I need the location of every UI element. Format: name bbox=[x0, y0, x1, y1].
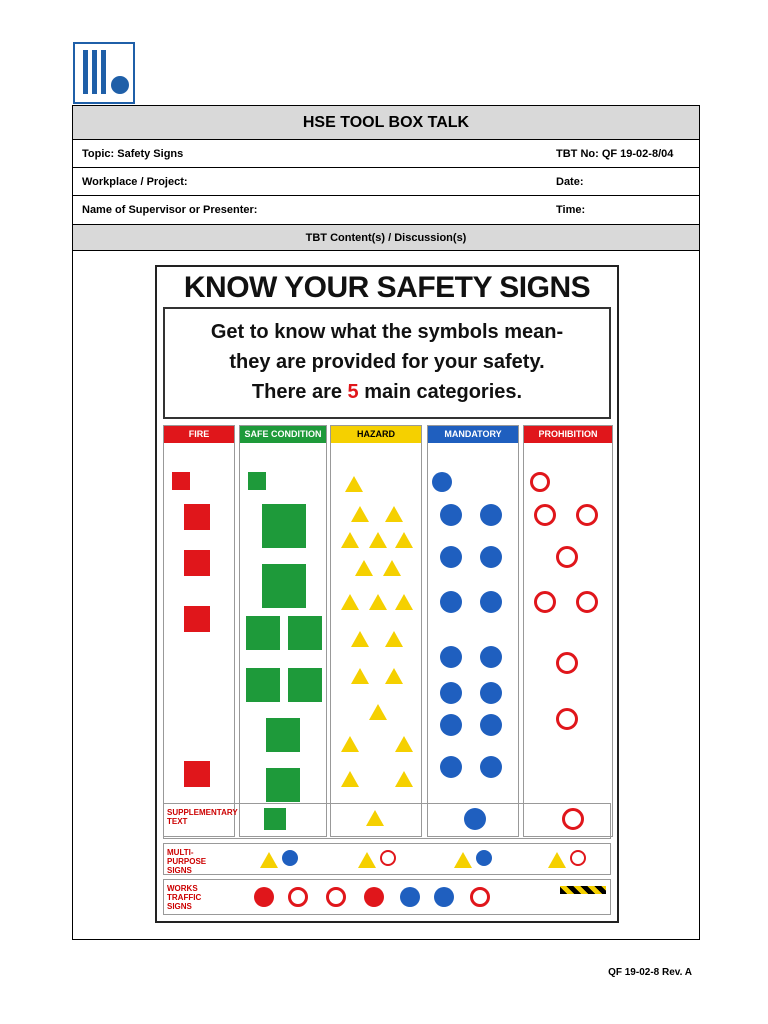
hazard-drop-icon bbox=[395, 771, 413, 787]
hazard-overhead-icon bbox=[395, 594, 413, 610]
multi-sign-1-icon bbox=[260, 852, 278, 868]
supp-warning-icon bbox=[366, 810, 384, 826]
multi-sign-2-icon bbox=[282, 850, 298, 866]
read-manual-icon bbox=[440, 682, 462, 704]
arrow-left-icon bbox=[262, 564, 306, 608]
danger-stripe-icon bbox=[560, 886, 606, 894]
hazard-triangle-icon bbox=[345, 476, 363, 492]
harness-icon bbox=[480, 682, 502, 704]
hazard-hot-surface-icon bbox=[341, 771, 359, 787]
hazard-flammable-icon bbox=[385, 506, 403, 522]
eye-protection-icon bbox=[440, 504, 462, 526]
speed-limit-icon bbox=[288, 887, 308, 907]
column-hazard bbox=[330, 425, 422, 837]
shower-icon bbox=[288, 668, 322, 702]
fire-point-icon bbox=[184, 761, 210, 787]
poster-line-3-a: There are bbox=[251, 381, 342, 403]
multi-purpose-signs-band bbox=[163, 843, 611, 875]
hazard-laser-icon bbox=[369, 594, 387, 610]
column-fire-equipment bbox=[163, 425, 238, 837]
content-header: TBT Content(s) / Discussion(s) bbox=[73, 225, 699, 251]
hazard-radiation-icon bbox=[383, 560, 401, 576]
poster-line-1: Get to know what the symbols mean- bbox=[210, 321, 564, 343]
date-label: Date: bbox=[556, 176, 584, 188]
multi-sign-7-icon bbox=[548, 852, 566, 868]
hazard-explosive-icon bbox=[341, 594, 359, 610]
column-safe-condition-header: SAFE CONDITION bbox=[240, 426, 326, 443]
hazard-uneven-icon bbox=[369, 704, 387, 720]
works-traffic-signs-label: WORKS TRAFFIC SIGNS bbox=[167, 884, 202, 911]
guard-icon bbox=[480, 756, 502, 778]
workplace-row bbox=[73, 168, 699, 196]
emergency-phone-icon bbox=[288, 616, 322, 650]
stretcher-icon bbox=[266, 718, 300, 752]
foot-protection-icon bbox=[480, 546, 502, 568]
general-mandatory-icon bbox=[440, 646, 462, 668]
wash-hands-icon bbox=[480, 646, 502, 668]
no-flames-icon bbox=[576, 591, 598, 613]
pedestrian-icon bbox=[480, 714, 502, 736]
head-protection-icon bbox=[480, 591, 502, 613]
no-smoking-icon bbox=[556, 546, 578, 568]
hazard-toxic-icon bbox=[341, 532, 359, 548]
safety-signs-poster bbox=[155, 265, 619, 923]
column-safe-condition bbox=[239, 425, 327, 837]
ear-protection-icon bbox=[480, 504, 502, 526]
no-pedestrians-icon bbox=[534, 504, 556, 526]
topic-label: Topic: Safety Signs bbox=[82, 148, 184, 160]
multi-sign-5-icon bbox=[454, 852, 472, 868]
hazard-warning-icon bbox=[351, 506, 369, 522]
poster-intro-box bbox=[163, 307, 611, 419]
give-way-icon bbox=[326, 887, 346, 907]
supervisor-label: Name of Supervisor or Presenter: bbox=[82, 204, 258, 216]
works-traffic-signs-band bbox=[163, 879, 611, 915]
column-prohibition bbox=[523, 425, 613, 837]
no-extinguish-icon bbox=[534, 591, 556, 613]
hazard-obstacle-icon bbox=[341, 736, 359, 752]
time-label: Time: bbox=[556, 204, 586, 216]
first-aid-icon bbox=[262, 504, 306, 548]
no-u-turn-icon bbox=[470, 887, 490, 907]
turn-left-icon bbox=[434, 887, 454, 907]
keep-left-icon bbox=[400, 887, 420, 907]
fire-alarm-icon bbox=[184, 504, 210, 530]
hazard-magnetic-icon bbox=[351, 631, 369, 647]
topic-row bbox=[73, 140, 699, 168]
poster-line-3-b: main categories. bbox=[364, 381, 523, 403]
supp-mandatory-icon bbox=[464, 808, 486, 830]
hazard-falling-icon bbox=[385, 631, 403, 647]
do-not-operate-icon bbox=[556, 708, 578, 730]
column-mandatory bbox=[427, 425, 519, 837]
fire-extinguisher-icon bbox=[184, 550, 210, 576]
multi-sign-6-icon bbox=[476, 850, 492, 866]
mandatory-circle-icon bbox=[432, 472, 452, 492]
fire-hose-icon bbox=[184, 606, 210, 632]
safe-check-icon bbox=[246, 616, 280, 650]
no-entry-icon bbox=[254, 887, 274, 907]
hazard-trip-icon bbox=[395, 736, 413, 752]
prohibition-circle-icon bbox=[530, 472, 550, 492]
document-reference: QF 19-02-8 Rev. A bbox=[608, 967, 692, 978]
workplace-label: Workplace / Project: bbox=[82, 176, 188, 188]
form-title: HSE TOOL BOX TALK bbox=[73, 106, 699, 140]
stop-sign-icon bbox=[364, 887, 384, 907]
column-hazard-header: HAZARD bbox=[331, 426, 421, 443]
hazard-vehicle-icon bbox=[385, 668, 403, 684]
supplementary-text-band bbox=[163, 803, 611, 839]
respirator-icon bbox=[440, 591, 462, 613]
fire-square-icon bbox=[172, 472, 190, 490]
hand-protection-icon bbox=[440, 546, 462, 568]
no-lift-use-icon bbox=[556, 652, 578, 674]
keep-locked-icon bbox=[440, 714, 462, 736]
poster-title: KNOW YOUR SAFETY SIGNS bbox=[183, 271, 591, 304]
no-drinking-icon bbox=[576, 504, 598, 526]
multi-sign-3-icon bbox=[358, 852, 376, 868]
hazard-corrosive-icon bbox=[369, 532, 387, 548]
hazard-biohazard-icon bbox=[355, 560, 373, 576]
hazard-slip-icon bbox=[351, 668, 369, 684]
column-prohibition-header: PROHIBITION bbox=[524, 426, 612, 443]
company-logo bbox=[73, 42, 135, 104]
hazard-electric-icon bbox=[395, 532, 413, 548]
poster-line-3 bbox=[165, 377, 609, 407]
column-mandatory-header: MANDATORY bbox=[428, 426, 518, 443]
multi-purpose-signs-label: MULTI-PURPOSE SIGNS bbox=[167, 848, 207, 875]
poster-line-2: they are provided for your safety. bbox=[229, 351, 545, 373]
supervisor-row bbox=[73, 196, 699, 225]
supp-prohibition-icon bbox=[562, 808, 584, 830]
eye-wash-icon bbox=[246, 668, 280, 702]
multi-sign-8-icon bbox=[570, 850, 586, 866]
column-fire-equipment-header: FIRE EQUIPMENT bbox=[164, 426, 234, 443]
poster-category-count: 5 bbox=[347, 381, 359, 403]
tbt-number: TBT No: QF 19-02-8/04 bbox=[556, 148, 674, 160]
face-shield-icon bbox=[440, 756, 462, 778]
emergency-exit-icon bbox=[266, 768, 300, 802]
supplementary-text-label: SUPPLEMENTARY TEXT bbox=[167, 808, 238, 826]
supp-first-aid-icon bbox=[264, 808, 286, 830]
safe-square-icon bbox=[248, 472, 266, 490]
multi-sign-4-icon bbox=[380, 850, 396, 866]
